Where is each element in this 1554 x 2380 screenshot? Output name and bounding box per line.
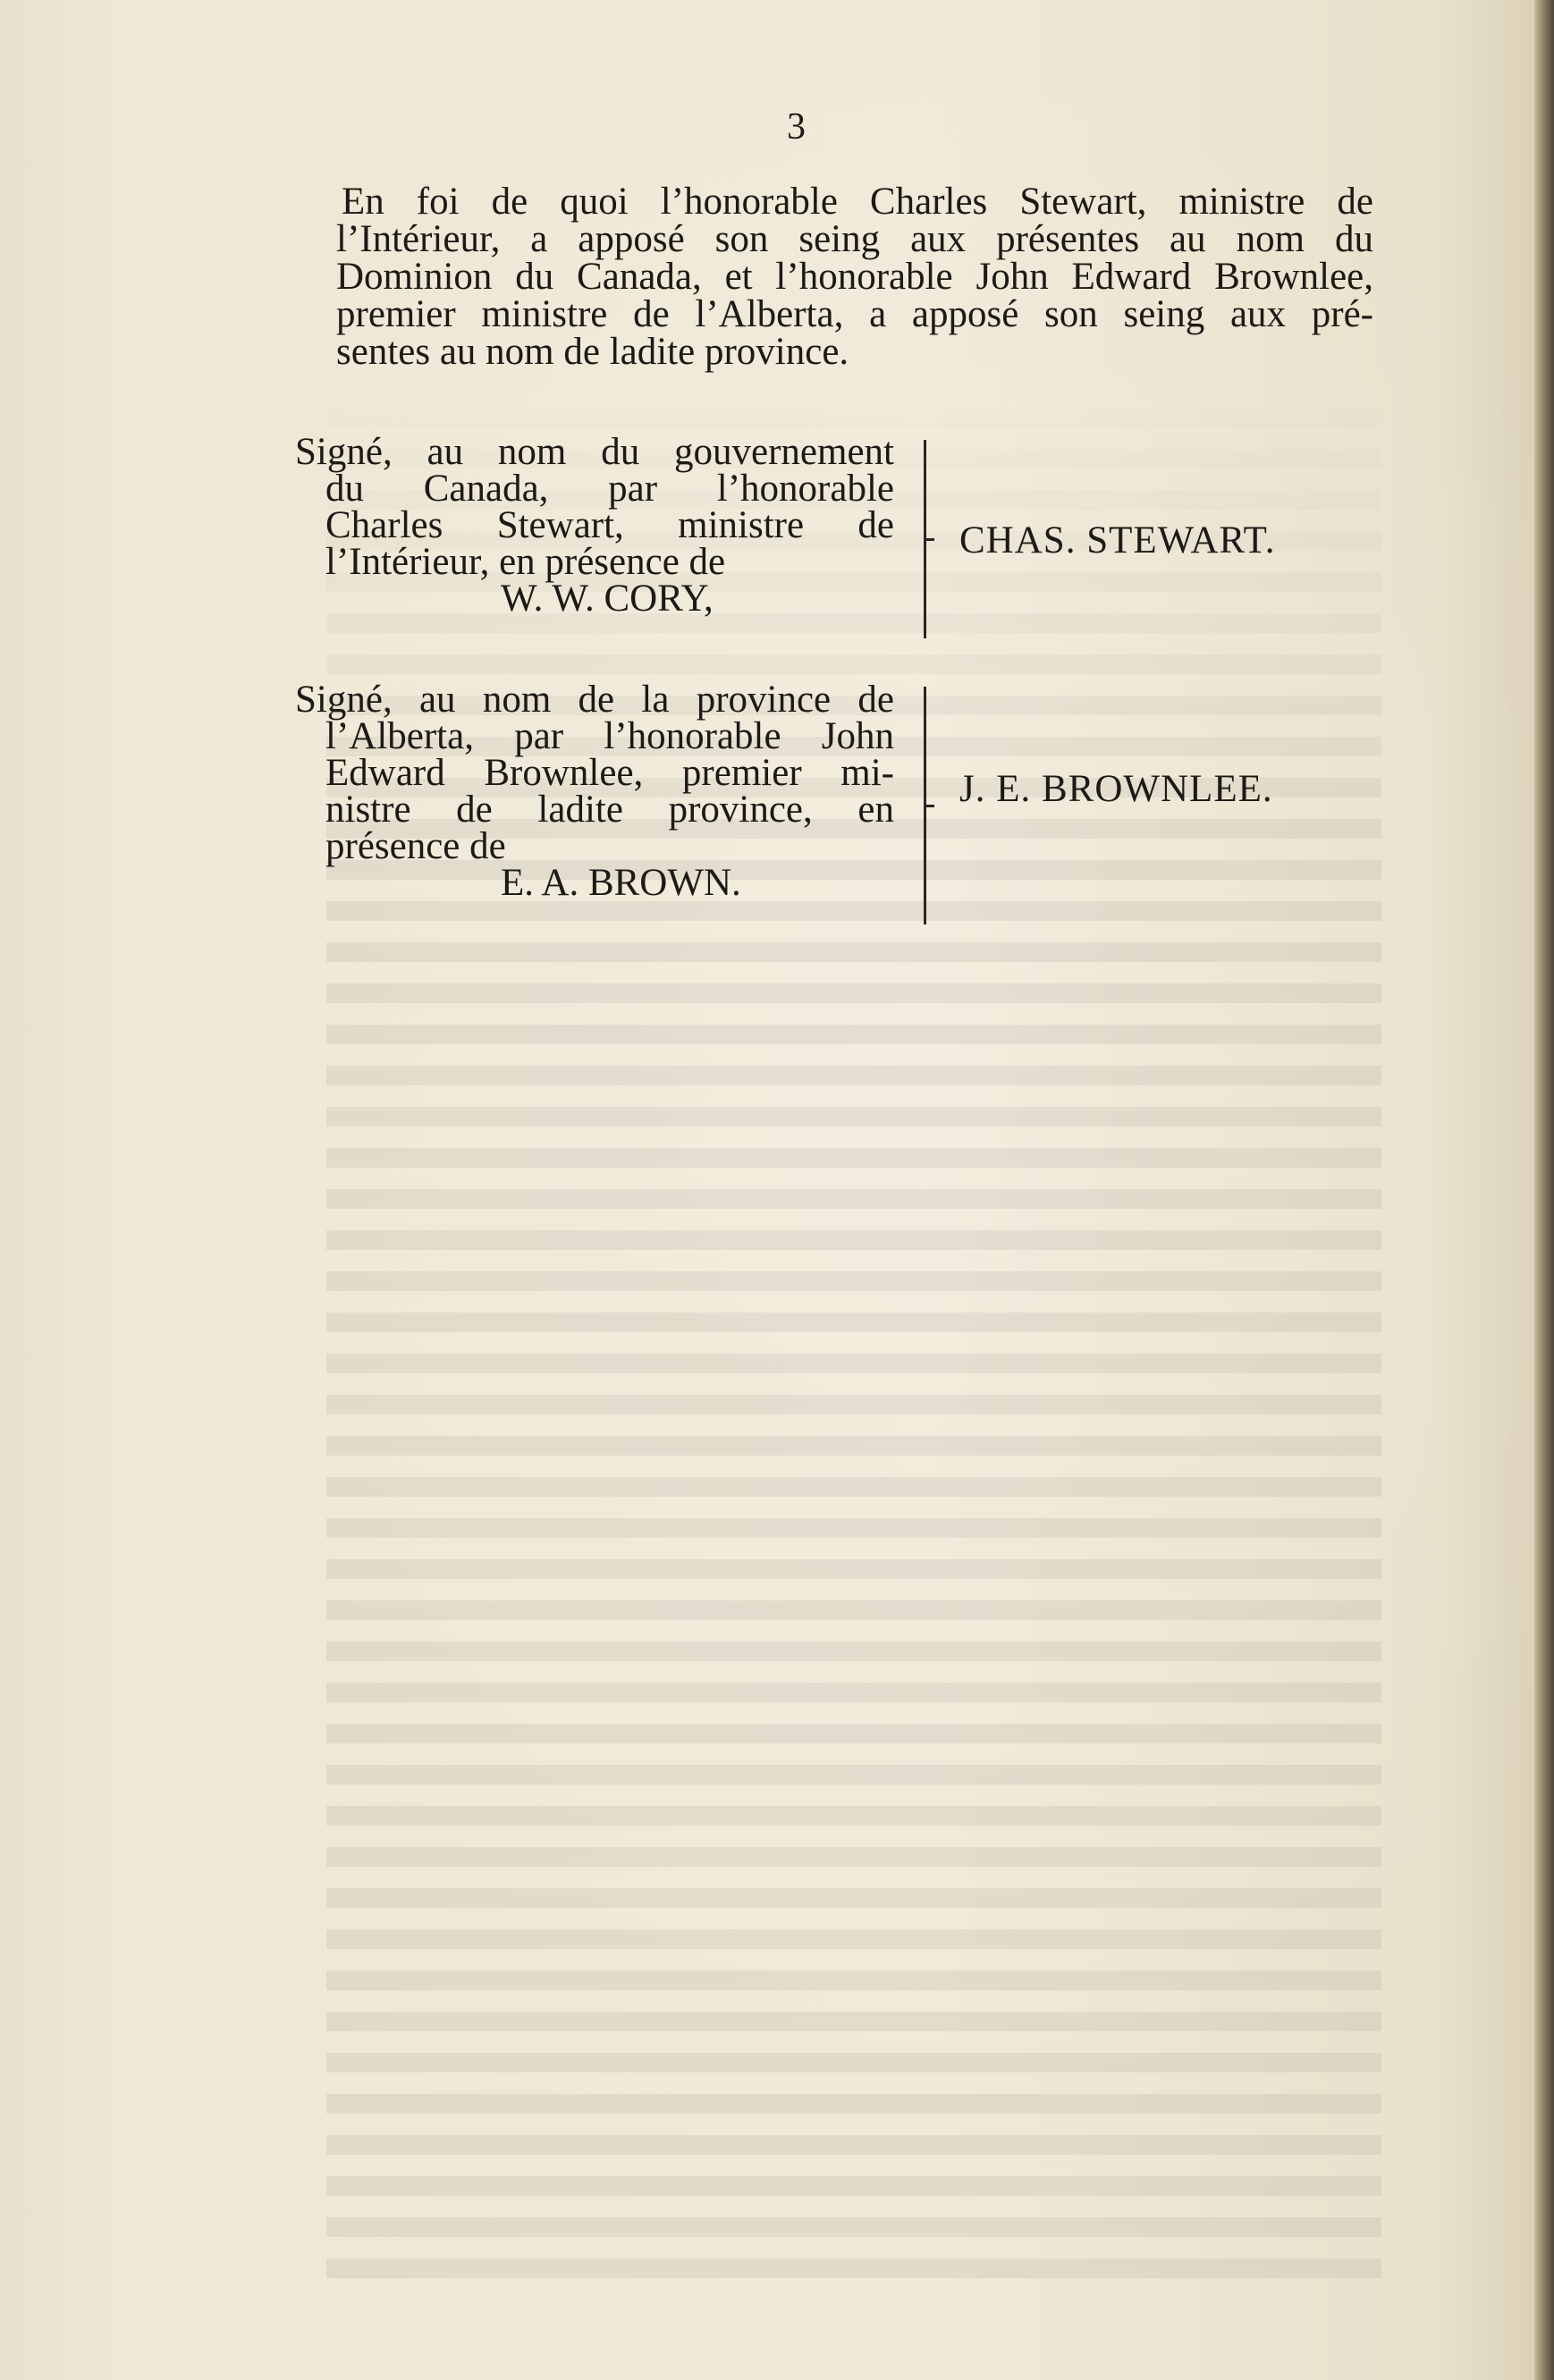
brace-point: [925, 538, 934, 541]
signature-line: l’Alberta, par l’honorable John: [325, 715, 894, 757]
witness-name: E. A. BROWN.: [501, 862, 741, 904]
paragraph-line: sentes au nom de ladite province.: [336, 331, 849, 373]
paragraph-line: premier ministre de l’Alberta, a apposé son seing aux pré-: [336, 293, 1373, 335]
paragraph-line: Dominion du Canada, et l’honorable John Edward Brownlee,: [336, 256, 1373, 298]
signature-line: Edward Brownlee, premier mi-: [325, 752, 894, 794]
witness-name: W. W. CORY,: [501, 578, 714, 620]
signature-line: du Canada, par l’honorable: [325, 468, 894, 510]
signature-block-canada: [295, 431, 894, 620]
signature-block-alberta: [295, 679, 894, 904]
signature-line: Signé, au nom du gouvernement: [295, 431, 894, 473]
page-edge-shadow: [1534, 0, 1554, 2380]
signatory-name: J. E. BROWNLEE.: [959, 768, 1273, 810]
signature-line: Signé, au nom de la province de: [295, 679, 894, 721]
paragraph-line: En foi de quoi l’honorable Charles Stewart, ministre de: [342, 181, 1373, 223]
signature-line: Charles Stewart, ministre de: [325, 504, 894, 546]
signature-line: l’Intérieur, en présence de: [325, 541, 726, 583]
closing-paragraph: [336, 183, 1373, 371]
show-through-text: [326, 367, 1381, 2289]
signature-line: présence de: [325, 825, 506, 867]
brace-point: [925, 805, 934, 807]
page-number: 3: [787, 106, 806, 148]
paragraph-line: l’Intérieur, a apposé son seing aux présentes au nom du: [336, 218, 1373, 260]
signature-line: nistre de ladite province, en: [325, 789, 894, 831]
signatory-name: CHAS. STEWART.: [959, 519, 1276, 561]
